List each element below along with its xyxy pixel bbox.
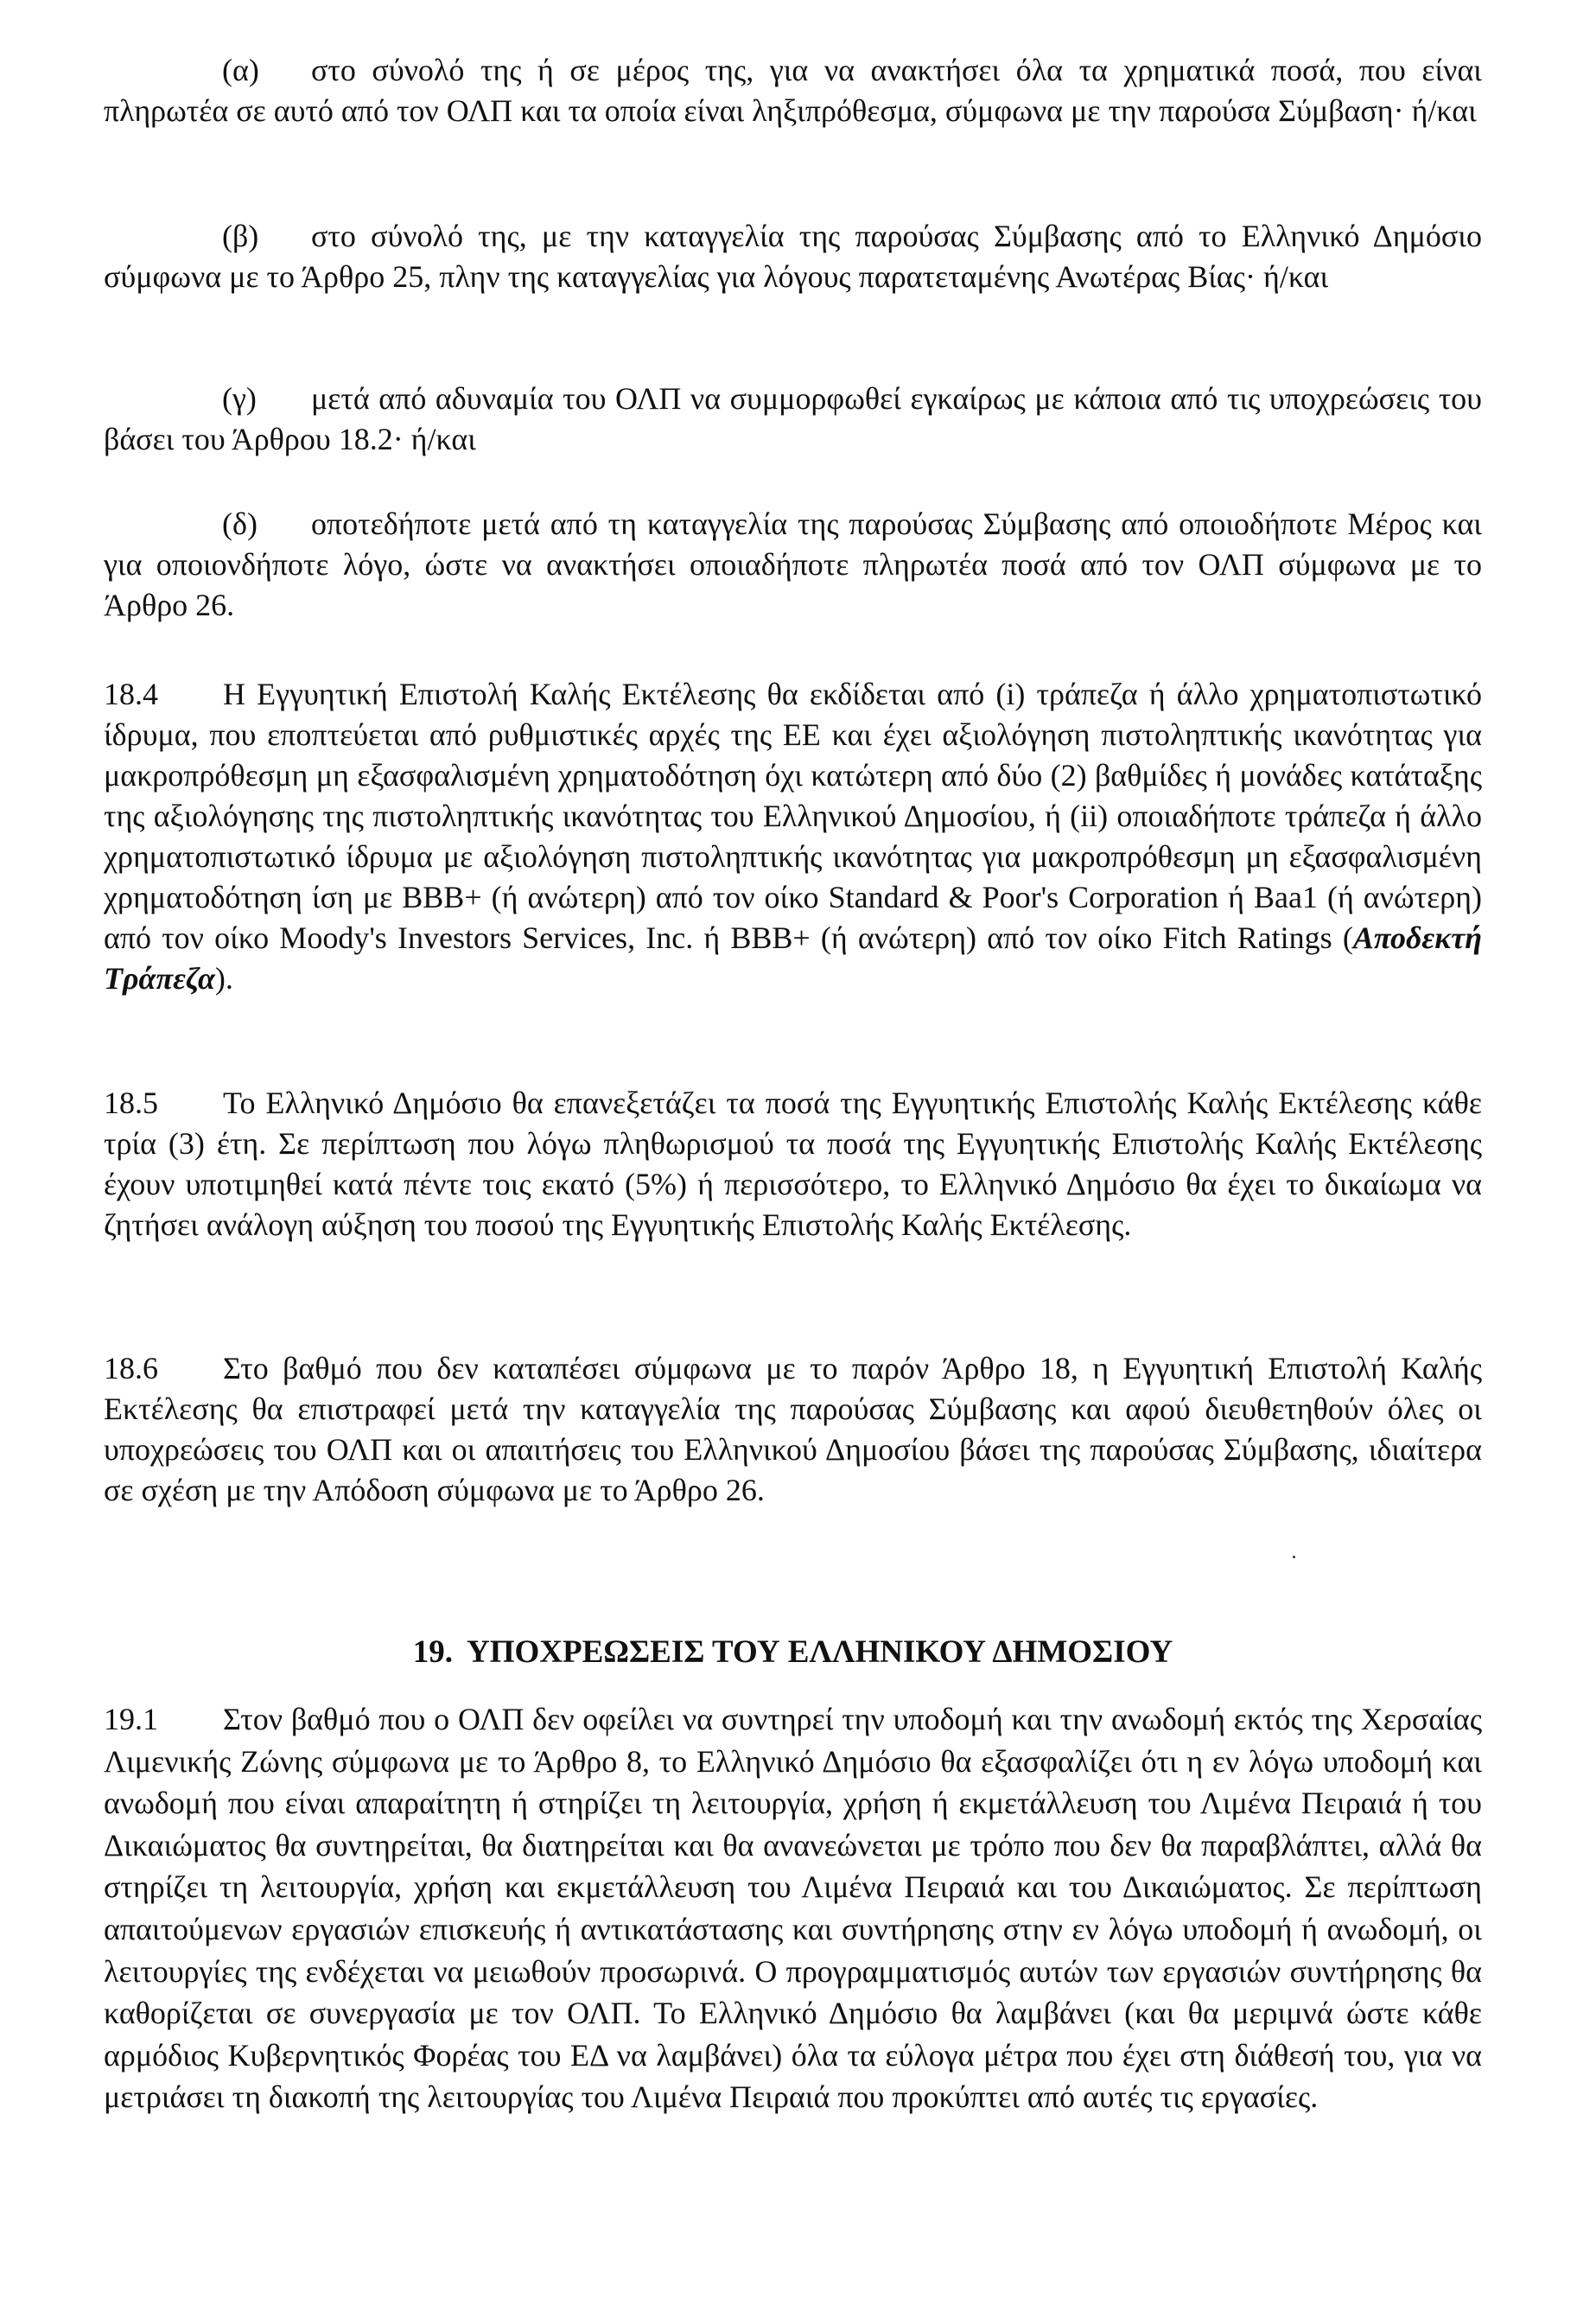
section-title: ΥΠΟΧΡΕΩΣΕΙΣ ΤΟΥ ΕΛΛΗΝΙΚΟΥ ΔΗΜΟΣΙΟΥ — [467, 1634, 1173, 1670]
subclause-label: (β) — [222, 219, 259, 253]
subclause-delta — [104, 504, 1482, 626]
scan-speck — [1293, 1556, 1295, 1558]
clause-text: Το Ελληνικό Δημόσιο θα επανεξετάζει τα ποσά της Εγγυητικής Επιστολής Καλής Εκτέλεσης κάθε τρία (3) έτη. Σε περίπτωση που λόγω πληθωρισμού τα ποσά της Εγγυητικής Επιστολής Καλής Εκτέλεσης έχουν υποτιμηθεί κατά πέντε τοις εκατό (5%) ή περισσότερο, το Ελληνικό Δημόσιο θα έχει το δικαίωμα να ζητήσει ανάλογη αύξηση του ποσού της Εγγυητικής Επιστολής Καλής Εκτέλεσης. — [104, 1086, 1482, 1242]
subclause-beta — [104, 216, 1482, 297]
clause-number: 18.6 — [104, 1351, 158, 1385]
subclause-alpha — [104, 50, 1482, 131]
subclause-text: στο σύνολό της ή σε μέρος της, για να ανακτήσει όλα τα χρηματικά ποσά, που είναι πληρωτέα σε αυτό από τον ΟΛΠ και τα οποία είναι ληξιπρόθεσμα, σύμφωνα με την παρούσα Σύμβαση· ή/και — [104, 53, 1482, 128]
clause-text: Η Εγγυητική Επιστολή Καλής Εκτέλεσης θα εκδίδεται από (i) τράπεζα ή άλλο χρηματοπιστωτικό ίδρυμα, που εποπτεύεται από ρυθμιστικές αρχές της ΕΕ και έχει αξιολόγηση πιστοληπτικής ικανότητας για μακροπρόθεσμη μη εξασφαλισμένη χρηματοδότηση όχι κατώτερη από δύο (2) βαθμίδες ή μονάδες κατάταξης της αξιολόγησης της πιστοληπτικής ικανότητας του Ελληνικού Δημοσίου, ή (ii) οποιαδήποτε τράπεζα ή άλλο χρηματοπιστωτικό ίδρυμα με αξιολόγηση πιστοληπτικής ικανότητας για μακροπρόθεσμη μη εξασφαλισμένη χρηματοδότηση ίση με BBB+ (ή ανώτερη) από τον οίκο Standard & Poor's Corporation ή Baa1 (ή ανώτερη) από τον οίκο Moody's Investors Services, Inc. ή BBB+ (ή ανώτερη) από τον οίκο Fitch Ratings ( — [104, 677, 1482, 955]
clause-number: 18.4 — [104, 677, 158, 711]
section-heading — [104, 1632, 1482, 1672]
clause-18-5 — [104, 1083, 1482, 1245]
section-number: 19. — [412, 1634, 454, 1670]
defined-term: Αποδεκτή Τράπεζα — [104, 920, 1482, 996]
subclause-text: στο σύνολό της, με την καταγγελία της παρούσας Σύμβασης από το Ελληνικό Δημόσιο σύμφωνα με το Άρθρο 25, πλην της καταγγελίας για λόγους παρατεταμένης Ανωτέρας Βίας· ή/και — [104, 219, 1482, 294]
subclause-gamma — [104, 379, 1482, 460]
subclause-label: (α) — [222, 53, 259, 87]
clause-number: 18.5 — [104, 1086, 158, 1120]
subclause-label: (γ) — [222, 381, 257, 416]
clause-18-4 — [104, 674, 1482, 999]
clause-18-6 — [104, 1348, 1482, 1511]
clause-number: 19.1 — [104, 1702, 158, 1736]
subclause-text: μετά από αδυναμία του ΟΛΠ να συμμορφωθεί εγκαίρως με κάποια από τις υποχρεώσεις του βάσει του Άρθρου 18.2· ή/και — [104, 381, 1482, 456]
clause-text-end: ). — [214, 961, 233, 996]
clause-text: Στο βαθμό που δεν καταπέσει σύμφωνα με το παρόν Άρθρο 18, η Εγγυητική Επιστολή Καλής Εκτέλεσης θα επιστραφεί μετά την καταγγελία της παρούσας Σύμβασης και αφού διευθετηθούν όλες οι υποχρεώσεις του ΟΛΠ και οι απαιτήσεις του Ελληνικού Δημοσίου βάσει της παρούσας Σύμβασης, ιδιαίτερα σε σχέση με την Απόδοση σύμφωνα με το Άρθρο 26. — [104, 1351, 1482, 1507]
clause-19-1 — [104, 1698, 1482, 2118]
subclause-text: οποτεδήποτε μετά από τη καταγγελία της παρούσας Σύμβασης από οποιοδήποτε Μέρος και για οποιονδήποτε λόγο, ώστε να ανακτήσει οποιαδήποτε πληρωτέα ποσά από τον ΟΛΠ σύμφωνα με το Άρθρο 26. — [104, 506, 1482, 622]
clause-text: Στον βαθμό που ο ΟΛΠ δεν οφείλει να συντηρεί την υποδομή και την ανωδομή εκτός της Χερσαίας Λιμενικής Ζώνης σύμφωνα με το Άρθρο 8, το Ελληνικό Δημόσιο θα εξασφαλίζει ότι η εν λόγω υποδομή και ανωδομή που είναι απαραίτητη ή στηρίζει τη λειτουργία, χρήση ή εκμετάλλευση του Λιμένα Πειραιά ή του Δικαιώματος θα συντηρείται, θα διατηρείται και θα ανανεώνεται με τρόπο που δεν θα παραβλάπτει, αλλά θα στηρίζει τη λειτουργία, χρήση και εκμετάλλευση του Λιμένα Πειραιά και του Δικαιώματος. Σε περίπτωση απαιτούμενων εργασιών επισκευής ή αντικατάστασης και συντήρησης στην εν λόγω υποδομή ή ανωδομή, οι λειτουργίες της ενδέχεται να μειωθούν προσωρινά. Ο προγραμματισμός αυτών των εργασιών συντήρησης θα καθορίζεται σε συνεργασία με τον ΟΛΠ. Το Ελληνικό Δημόσιο θα λαμβάνει (και θα μεριμνά ώστε κάθε αρμόδιος Κυβερνητικός Φορέας του ΕΔ να λαμβάνει) όλα τα εύλογα μέτρα που έχει στη διάθεσή του, για να μετριάσει τη διακοπή της λειτουργίας του Λιμένα Πειραιά που προκύπτει από αυτές τις εργασίες. — [104, 1702, 1482, 2115]
subclause-label: (δ) — [222, 506, 258, 541]
